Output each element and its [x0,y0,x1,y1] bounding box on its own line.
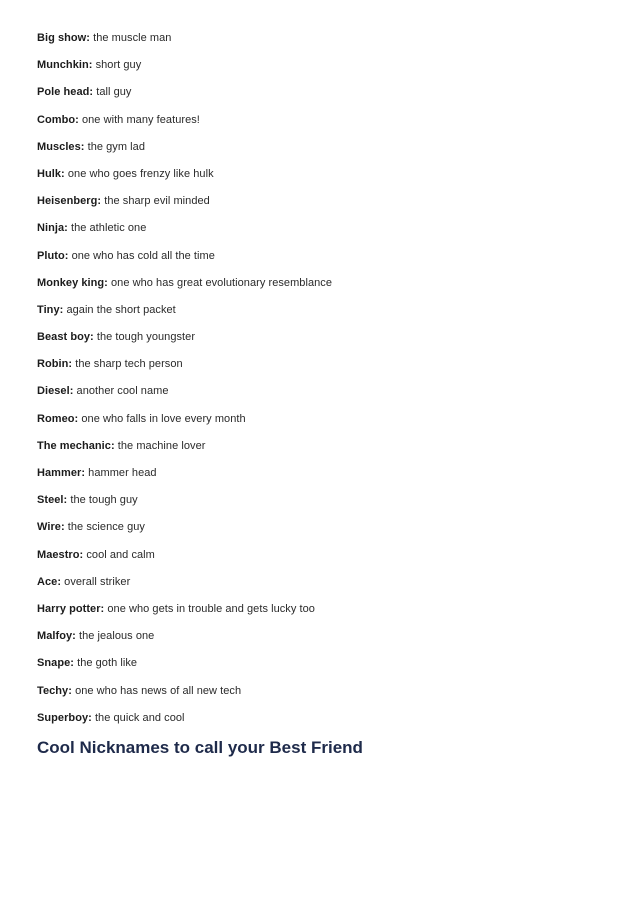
section-heading: Cool Nicknames to call your Best Friend [37,738,363,757]
list-item [37,493,617,520]
nickname-term: Wire: [37,521,65,534]
list-item [37,330,617,357]
list-item [37,167,617,194]
nickname-term: Hulk: [37,167,65,180]
nickname-description: the athletic one [70,222,147,235]
nickname-term: Combo: [37,113,79,126]
list-item [37,31,617,58]
nickname-term: Monkey king: [37,276,108,289]
nickname-description: the muscle man [93,32,172,44]
list-item [37,656,617,683]
nickname-description: the quick and cool [94,711,185,724]
list-item [37,711,617,738]
list-item [37,548,617,575]
nickname-term: Tiny: [37,303,64,316]
list-item [37,602,617,629]
nickname-term: Snape: [37,657,74,670]
nickname-description: one who goes frenzy like hulk [67,167,214,180]
list-item [37,439,617,466]
nickname-term: Ninja: [37,222,68,235]
list-item [37,384,617,411]
nickname-description: the goth like [77,657,138,670]
list-item [37,140,617,167]
nickname-description: one with many features! [81,113,200,126]
nickname-description: overall striker [64,575,131,588]
list-item [37,58,617,85]
nickname-description: tall guy [96,86,132,99]
nickname-term: Steel: [37,494,68,507]
nickname-description: another cool name [76,385,169,398]
nickname-term: Beast boy: [37,331,94,344]
list-item [37,113,617,140]
nickname-description: the sharp evil minded [104,195,210,208]
list-item [37,629,617,656]
nickname-description: one who has great evolutionary resemblance [111,276,333,289]
nickname-term: Harry potter: [37,602,105,615]
nickname-term: Muscles: [37,140,85,153]
nickname-description: the machine lover [117,439,206,452]
list-item [37,466,617,493]
nickname-term: Munchkin: [37,59,93,72]
nickname-term: Heisenberg: [37,195,102,208]
nickname-term: The mechanic: [37,439,115,452]
list-item [37,249,617,276]
nickname-description: the sharp tech person [75,358,183,371]
nickname-description: one who falls in love every month [81,412,246,425]
nickname-term: Pole head: [37,86,94,99]
nickname-term: Maestro: [37,548,84,561]
list-item [37,684,617,711]
nickname-description: hammer head [88,467,157,479]
nickname-term: Superboy: [37,711,92,724]
nickname-description: one who has news of all new tech [75,684,242,697]
list-item [37,194,617,221]
nickname-term: Diesel: [37,385,74,398]
list-item [37,85,617,112]
nickname-description: the jealous one [78,630,155,643]
nickname-description: the science guy [67,521,145,534]
nickname-description: again the short packet [66,303,176,316]
nickname-term: Techy: [37,684,72,697]
nickname-term: Pluto: [37,249,69,262]
nickname-list [37,31,617,738]
nickname-description: one who has cold all the time [71,249,215,262]
nickname-term: Robin: [37,358,73,371]
nickname-term: Hammer: [37,467,86,479]
list-item [37,276,617,303]
list-item [37,221,617,248]
list-item [37,412,617,439]
nickname-term: Ace: [37,575,62,588]
nickname-term: Romeo: [37,412,79,425]
nickname-description: the tough youngster [96,331,196,344]
nickname-term: Big show: [37,32,91,44]
list-item [37,303,617,330]
nickname-description: cool and calm [86,548,155,561]
nickname-description: one who gets in trouble and gets lucky too [107,602,315,615]
nickname-description: the gym lad [87,140,146,153]
nickname-description: short guy [95,59,142,72]
nickname-description: the tough guy [70,494,138,507]
list-item [37,575,617,602]
list-item [37,520,617,547]
nickname-term: Malfoy: [37,630,76,643]
list-item [37,357,617,384]
